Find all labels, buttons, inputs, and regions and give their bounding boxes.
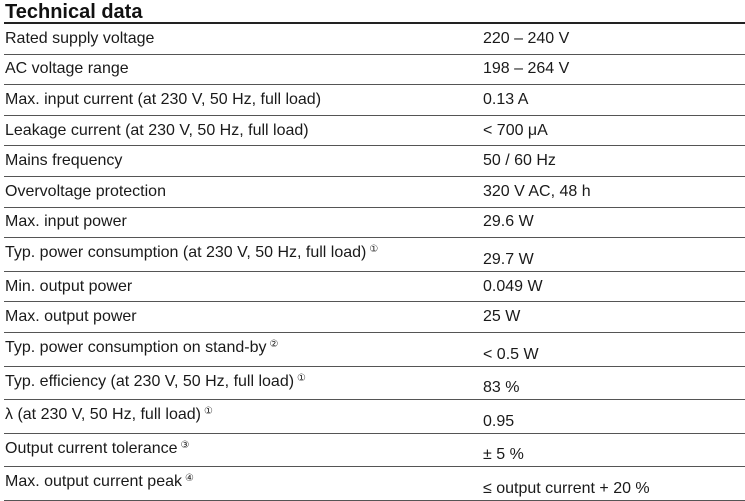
row-value: 29.6 W [482,207,745,238]
row-value: < 0.5 W [482,332,745,366]
footnote-marker: ① [297,372,307,384]
row-value: 25 W [482,302,745,333]
technical-data-table [4,24,745,501]
row-value: 83 % [482,366,745,400]
footnote-marker: ④ [184,473,194,485]
table-row [4,332,745,366]
row-label [4,238,482,272]
label-text: Output current tolerance [5,439,178,457]
label-text: Max. input current (at 230 V, 50 Hz, full load) [5,90,322,108]
section-title: Technical data [4,0,745,24]
row-label [4,24,482,54]
table-row [4,85,745,116]
row-label [4,176,482,207]
label-text: λ (at 230 V, 50 Hz, full load) [5,406,201,424]
table-row [4,176,745,207]
footnote-marker: ③ [180,439,190,451]
row-label [4,433,482,467]
row-label [4,115,482,146]
label-text: Typ. efficiency (at 230 V, 50 Hz, full load) [5,372,295,390]
table-row [4,433,745,467]
table-row [4,207,745,238]
table-row [4,302,745,333]
row-value: ≤ output current + 20 % [482,467,745,501]
label-text: Max. output current peak [5,473,182,491]
row-label [4,467,482,501]
row-value: 198 – 264 V [482,54,745,85]
table-row [4,366,745,400]
row-label [4,271,482,302]
label-text: Typ. power consumption on stand-by [5,338,267,356]
table-row [4,54,745,85]
row-value: 29.7 W [482,238,745,272]
row-label [4,332,482,366]
label-text: Leakage current (at 230 V, 50 Hz, full load) [5,121,309,139]
row-label [4,85,482,116]
table-row [4,115,745,146]
label-text: Rated supply voltage [5,29,155,47]
footnote-marker: ① [369,244,379,256]
footnote-marker: ① [203,406,213,418]
table-row [4,146,745,177]
label-text: AC voltage range [5,60,129,78]
table-row [4,238,745,272]
row-label [4,207,482,238]
row-value: ± 5 % [482,433,745,467]
row-value: 0.95 [482,400,745,434]
row-label [4,146,482,177]
label-text: Max. output power [5,308,137,326]
row-label [4,366,482,400]
row-value: 50 / 60 Hz [482,146,745,177]
label-text: Max. input power [5,213,127,231]
row-value: 220 – 240 V [482,24,745,54]
table-row [4,467,745,501]
row-label [4,400,482,434]
label-text: Mains frequency [5,152,123,170]
table-row [4,24,745,54]
table-row [4,400,745,434]
footnote-marker: ② [269,338,279,350]
row-value: 0.13 A [482,85,745,116]
row-label [4,302,482,333]
table-row [4,271,745,302]
row-label [4,54,482,85]
row-value: 0.049 W [482,271,745,302]
row-value: < 700 μA [482,115,745,146]
row-value: 320 V AC, 48 h [482,176,745,207]
label-text: Overvoltage protection [5,182,166,200]
label-text: Min. output power [5,277,133,295]
label-text: Typ. power consumption (at 230 V, 50 Hz, full load) [5,244,367,262]
